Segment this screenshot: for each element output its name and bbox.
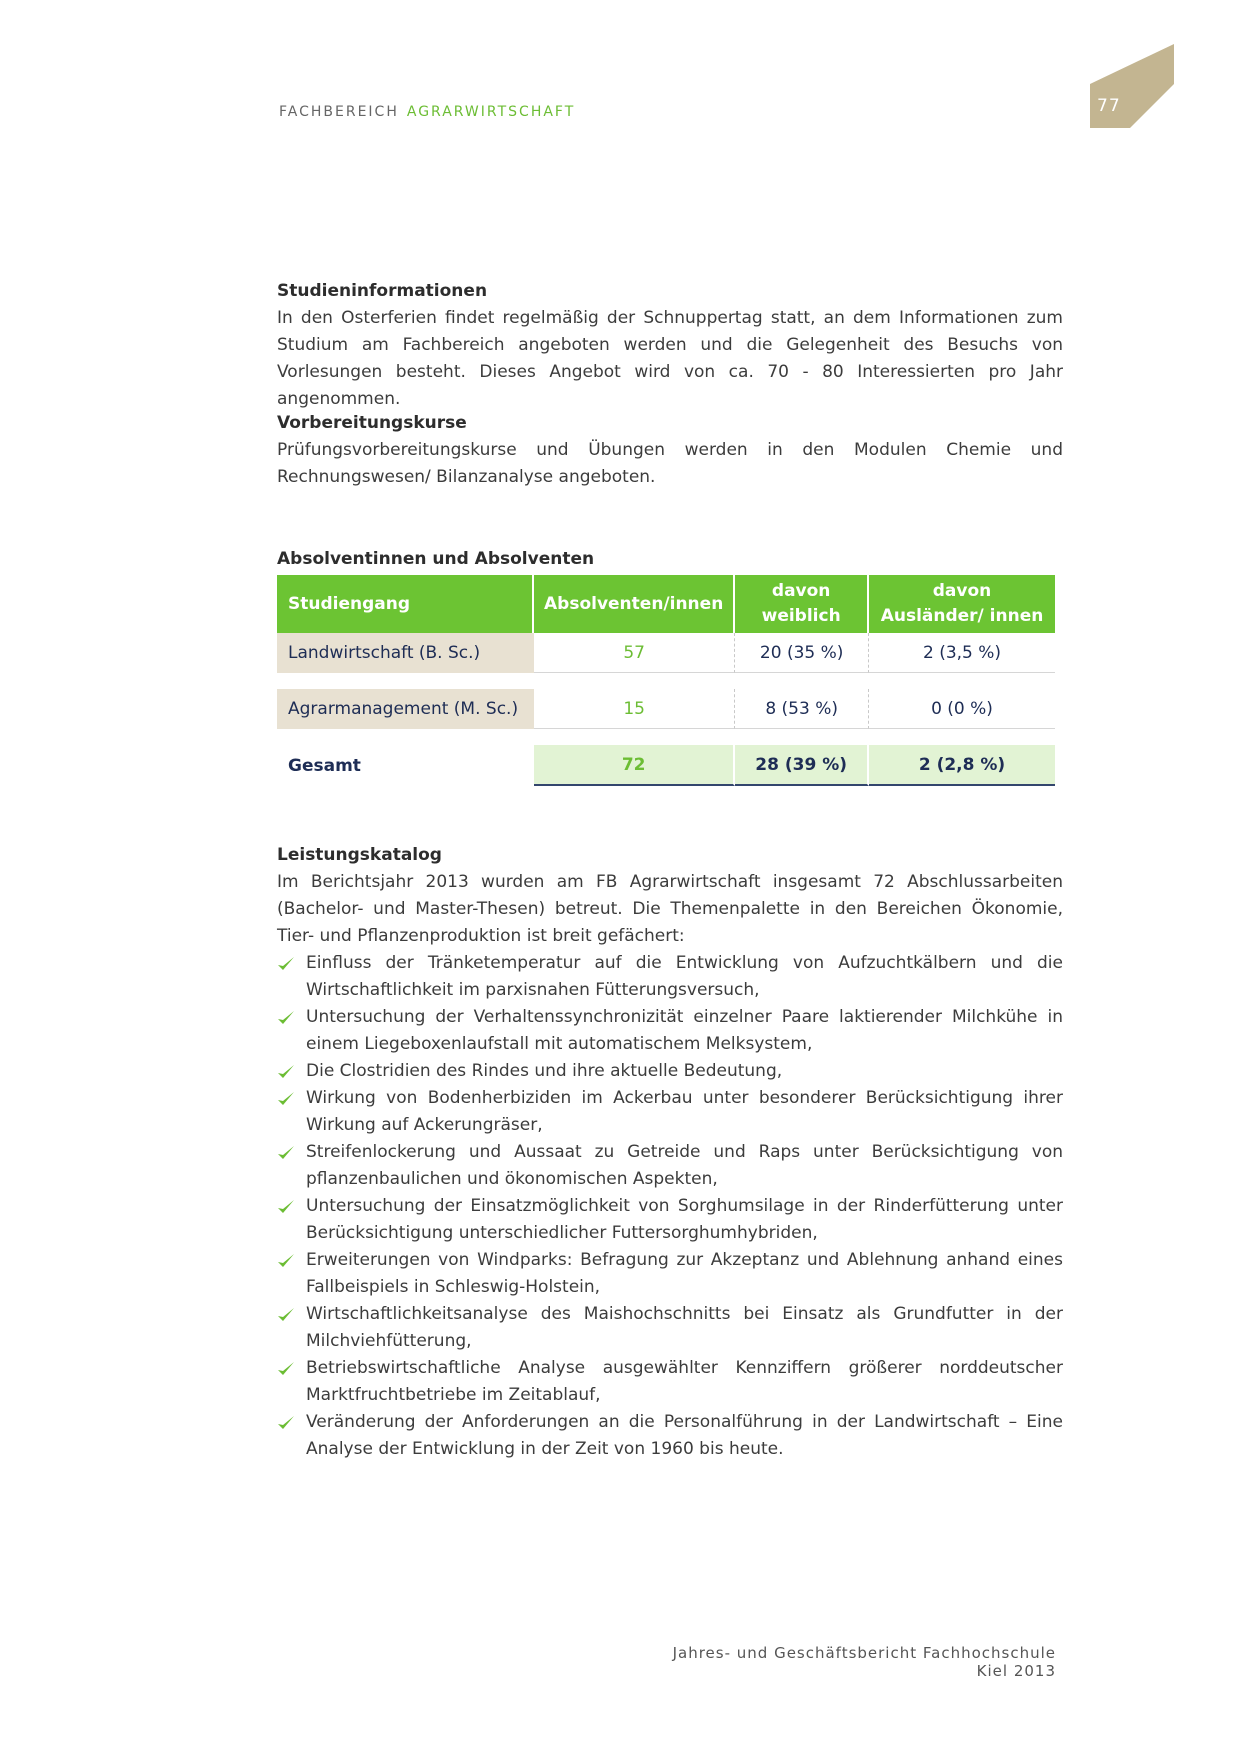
cell-auslaender: 2 (3,5 %) (869, 633, 1055, 673)
section-title: Vorbereitungskurse (277, 413, 467, 433)
column-header-studiengang: Studiengang (277, 575, 534, 633)
cell-absolventen: 15 (534, 689, 735, 729)
list-item-text: Die Clostridien des Rindes und ihre aktuelle Bedeutung, (306, 1061, 783, 1081)
column-header-weiblich: davon weiblich (735, 575, 869, 633)
list-item (277, 1139, 1063, 1193)
list-item (277, 1004, 1063, 1058)
checkmark-icon (277, 1144, 295, 1162)
list-item-text: Einfluss der Tränketemperatur auf die Entwicklung von Aufzuchtkälbern und die Wirtschaftlichkeit im parxisnahen Fütterungsversuch, (306, 953, 1063, 1000)
header-department: AGRARWIRTSCHAFT (406, 104, 576, 120)
table-total-row (277, 745, 1055, 786)
cell-total-auslaender: 2 (2,8 %) (869, 745, 1055, 786)
table-spacer (277, 673, 1055, 689)
list-item-text: Untersuchung der Einsatzmöglichkeit von Sorghumsilage in der Rinderfütterung unter Berücksichtigung unterschiedlicher Futtersorghumhybriden, (306, 1196, 1063, 1243)
checkmark-icon (277, 1360, 295, 1378)
checkmark-icon (277, 1009, 295, 1027)
cell-auslaender: 0 (0 %) (869, 689, 1055, 729)
table-spacer (277, 729, 1055, 745)
checkmark-icon (277, 955, 295, 973)
column-header-absolventen: Absolventen/innen (534, 575, 735, 633)
list-item (277, 1301, 1063, 1355)
section-text: Prüfungsvorbereitungskurse und Übungen werden in den Modulen Chemie und Rechnungswesen/ Bilanzanalyse angeboten. (277, 440, 1063, 487)
section-studieninformationen (277, 278, 1063, 413)
checkmark-icon (277, 1198, 295, 1216)
section-vorbereitungskurse (277, 410, 1063, 491)
cell-absolventen: 57 (534, 633, 735, 673)
table-header-row (277, 575, 1055, 633)
list-item-text: Wirkung von Bodenherbiziden im Ackerbau unter besonderer Berücksichtigung ihrer Wirkung auf Ackerungräser, (306, 1088, 1063, 1135)
running-header (279, 104, 575, 120)
cell-weiblich: 8 (53 %) (735, 689, 869, 729)
page-footer: Jahres- und Geschäftsbericht Fachhochschule Kiel 2013 (672, 1644, 1056, 1680)
cell-total-weiblich: 28 (39 %) (735, 745, 869, 786)
cell-weiblich: 20 (35 %) (735, 633, 869, 673)
graduates-table (277, 575, 1055, 786)
list-item-text: Untersuchung der Verhaltenssynchronizität einzelner Paare laktierender Milchkühe in einem Liegeboxenlaufstall mit automatischem Melksystem, (306, 1007, 1063, 1054)
list-item-text: Betriebswirtschaftliche Analyse ausgewählter Kennziffern größerer norddeutscher Marktfruchtbetriebe im Zeitablauf, (306, 1358, 1063, 1405)
section-text: In den Osterferien findet regelmäßig der Schnuppertag statt, an dem Informationen zum Studium am Fachbereich angeboten werden und die Gelegenheit des Besuchs von Vorlesungen besteht. Dieses Angebot wird von ca. 70 - 80 Interessierten pro Jahr angenommen. (277, 308, 1063, 409)
list-item-text: Erweiterungen von Windparks: Befragung zur Akzeptanz und Ablehnung anhand eines Fallbeispiels in Schleswig-Holstein, (306, 1250, 1063, 1297)
table-row (277, 633, 1055, 673)
cell-studiengang: Agrarmanagement (M. Sc.) (277, 689, 534, 729)
list-item (277, 1355, 1063, 1409)
cell-total-absolventen: 72 (534, 745, 735, 786)
list-item (277, 1247, 1063, 1301)
section-leistungskatalog (277, 842, 1063, 1463)
section-title: Leistungskatalog (277, 845, 442, 865)
table-row (277, 689, 1055, 729)
list-item-text: Wirtschaftlichkeitsanalyse des Maishochschnitts bei Einsatz als Grundfutter in der Milchviehfütterung, (306, 1304, 1063, 1351)
checkmark-icon (277, 1090, 295, 1108)
list-item (277, 1085, 1063, 1139)
checkmark-icon (277, 1252, 295, 1270)
cell-studiengang: Landwirtschaft (B. Sc.) (277, 633, 534, 673)
list-item-text: Veränderung der Anforderungen an die Personalführung in der Landwirtschaft – Eine Analyse der Entwicklung in der Zeit von 1960 bis heute. (306, 1412, 1063, 1459)
list-item (277, 1058, 1063, 1085)
column-header-auslaender: davon Ausländer/ innen (869, 575, 1055, 633)
section-title: Studieninformationen (277, 281, 488, 301)
table-title: Absolventinnen und Absolventen (277, 549, 595, 569)
list-item (277, 1193, 1063, 1247)
theses-list (277, 950, 1063, 1463)
list-item (277, 950, 1063, 1004)
section-intro: Im Berichtsjahr 2013 wurden am FB Agrarwirtschaft insgesamt 72 Abschlussarbeiten (Bachelor- und Master-Thesen) betreut. Die Themenpalette in den Bereichen Ökonomie, Tier- und Pflanzenproduktion ist breit gefächert: (277, 872, 1063, 946)
table-title-container (277, 546, 1063, 573)
cell-total-label: Gesamt (277, 745, 534, 786)
list-item (277, 1409, 1063, 1463)
checkmark-icon (277, 1414, 295, 1432)
checkmark-icon (277, 1306, 295, 1324)
page-number: 77 (1097, 96, 1121, 116)
checkmark-icon (277, 1063, 295, 1081)
header-label: FACHBEREICH (279, 104, 399, 120)
list-item-text: Streifenlockerung und Aussaat zu Getreide und Raps unter Berücksichtigung von pflanzenbaulichen und ökonomischen Aspekten, (306, 1142, 1063, 1189)
